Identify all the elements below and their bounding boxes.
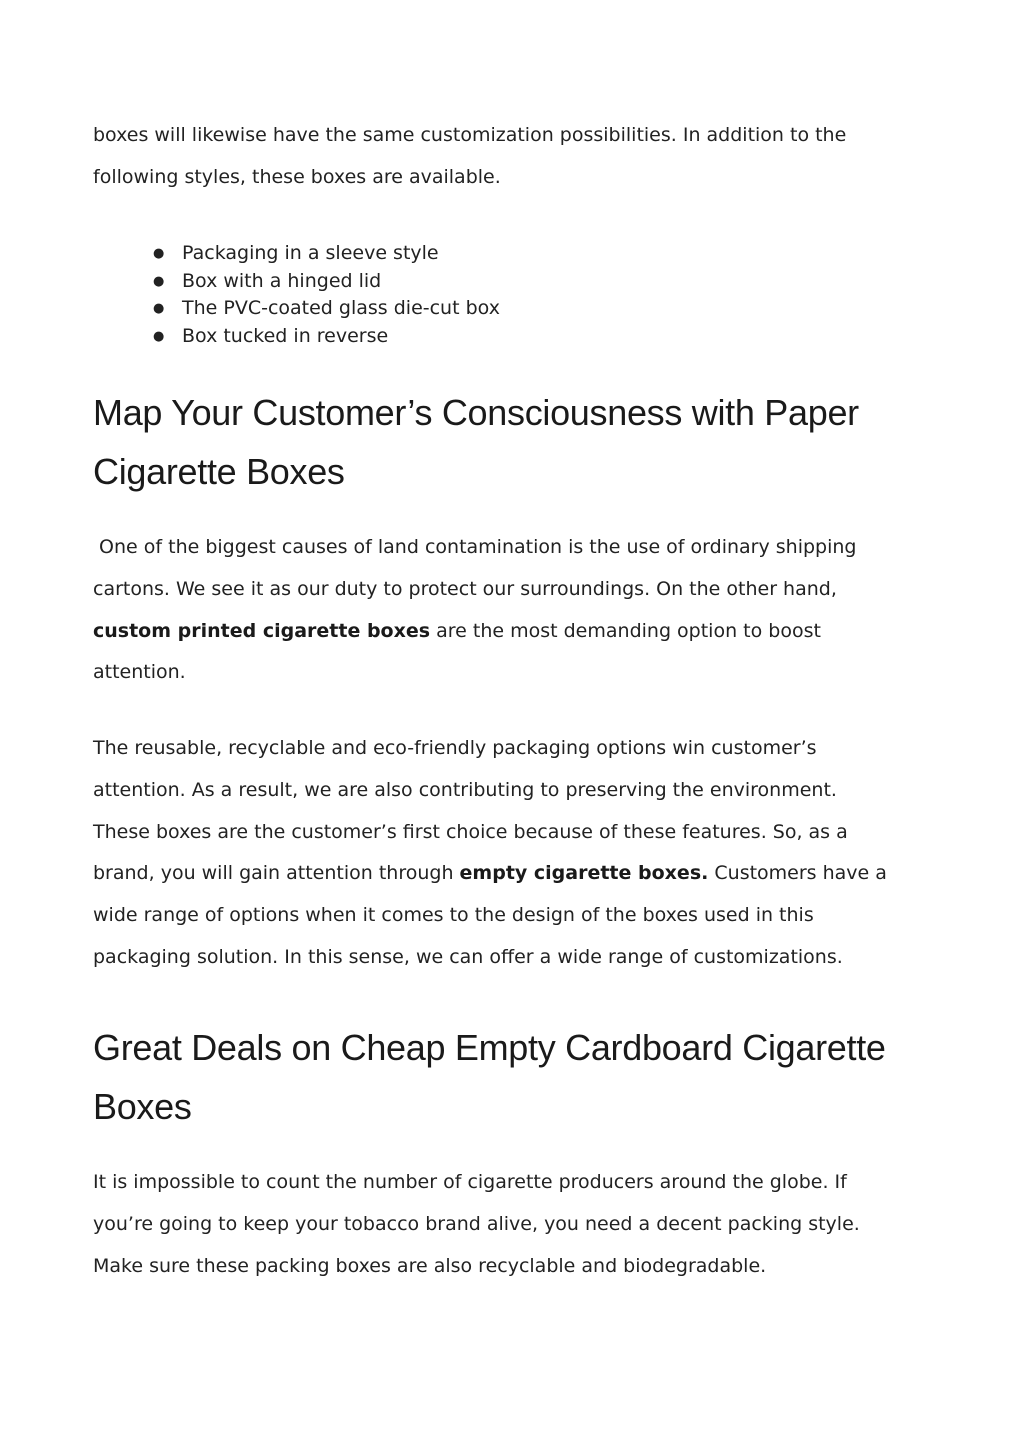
list-item-text: The PVC-coated glass die-cut box xyxy=(182,297,500,320)
paragraph-cigarette-producers xyxy=(93,1162,860,1287)
paragraph-text: brand, you will gain attention through xyxy=(93,862,460,885)
paragraph-line: Make sure these packing boxes are also recyclable and biodegradable. xyxy=(93,1254,767,1277)
paragraph-line: cartons. We see it as our duty to protect our surroundings. On the other hand, xyxy=(93,577,837,600)
paragraph-line xyxy=(93,853,887,895)
intro-line-2: following styles, these boxes are available. xyxy=(93,165,501,188)
heading-line-2: Cigarette Boxes xyxy=(93,451,345,492)
bullet-icon: ● xyxy=(153,301,165,317)
paragraph-line: It is impossible to count the number of cigarette producers around the globe. If xyxy=(93,1171,847,1193)
list-item xyxy=(93,240,500,268)
list-item xyxy=(93,323,500,351)
heading-line-2: Boxes xyxy=(93,1086,192,1127)
list-item-text: Packaging in a sleeve style xyxy=(182,242,439,264)
paragraph-line: attention. xyxy=(93,661,186,684)
intro-paragraph xyxy=(93,115,846,199)
list-item-text: Box with a hinged lid xyxy=(182,269,382,292)
paragraph-line: attention. As a result, we are also contributing to preserving the environment. xyxy=(93,778,837,801)
bullet-icon: ● xyxy=(153,246,165,261)
bold-keyword: empty cigarette boxes. xyxy=(459,862,709,885)
paragraph-line xyxy=(93,611,856,653)
heading-line-1: Map Your Customer’s Consciousness with Paper xyxy=(93,392,859,433)
section-heading-paper-boxes xyxy=(93,383,859,501)
list-item-text: Box tucked in reverse xyxy=(182,325,389,348)
bullet-icon: ● xyxy=(153,273,165,289)
bold-keyword: custom printed cigarette boxes xyxy=(93,619,431,642)
paragraph-line: you’re going to keep your tobacco brand alive, you need a decent packing style. xyxy=(93,1212,860,1235)
paragraph-line: wide range of options when it comes to the design of the boxes used in this xyxy=(93,904,814,927)
list-item xyxy=(93,295,500,323)
bullet-icon: ● xyxy=(153,329,165,345)
paragraph-text: are the most demanding option to boost xyxy=(430,619,821,642)
paragraph-line: These boxes are the customer’s first choice because of these features. So, as a xyxy=(93,820,848,843)
paragraph-line: packaging solution. In this sense, we can offer a wide range of customizations. xyxy=(93,945,843,968)
style-bullet-list xyxy=(93,240,500,351)
heading-line-1: Great Deals on Cheap Empty Cardboard Cigarette xyxy=(93,1027,886,1068)
paragraph-eco-friendly xyxy=(93,728,887,979)
intro-line-1: boxes will likewise have the same customization possibilities. In addition to the xyxy=(93,124,847,146)
list-item xyxy=(93,268,500,296)
paragraph-text: Customers have a xyxy=(708,862,887,885)
paragraph-land-contamination xyxy=(93,527,856,694)
section-heading-great-deals xyxy=(93,1018,886,1136)
paragraph-line: The reusable, recyclable and eco-friendly packaging options win customer’s xyxy=(93,737,817,759)
paragraph-line: One of the biggest causes of land contamination is the use of ordinary shipping xyxy=(93,536,857,558)
